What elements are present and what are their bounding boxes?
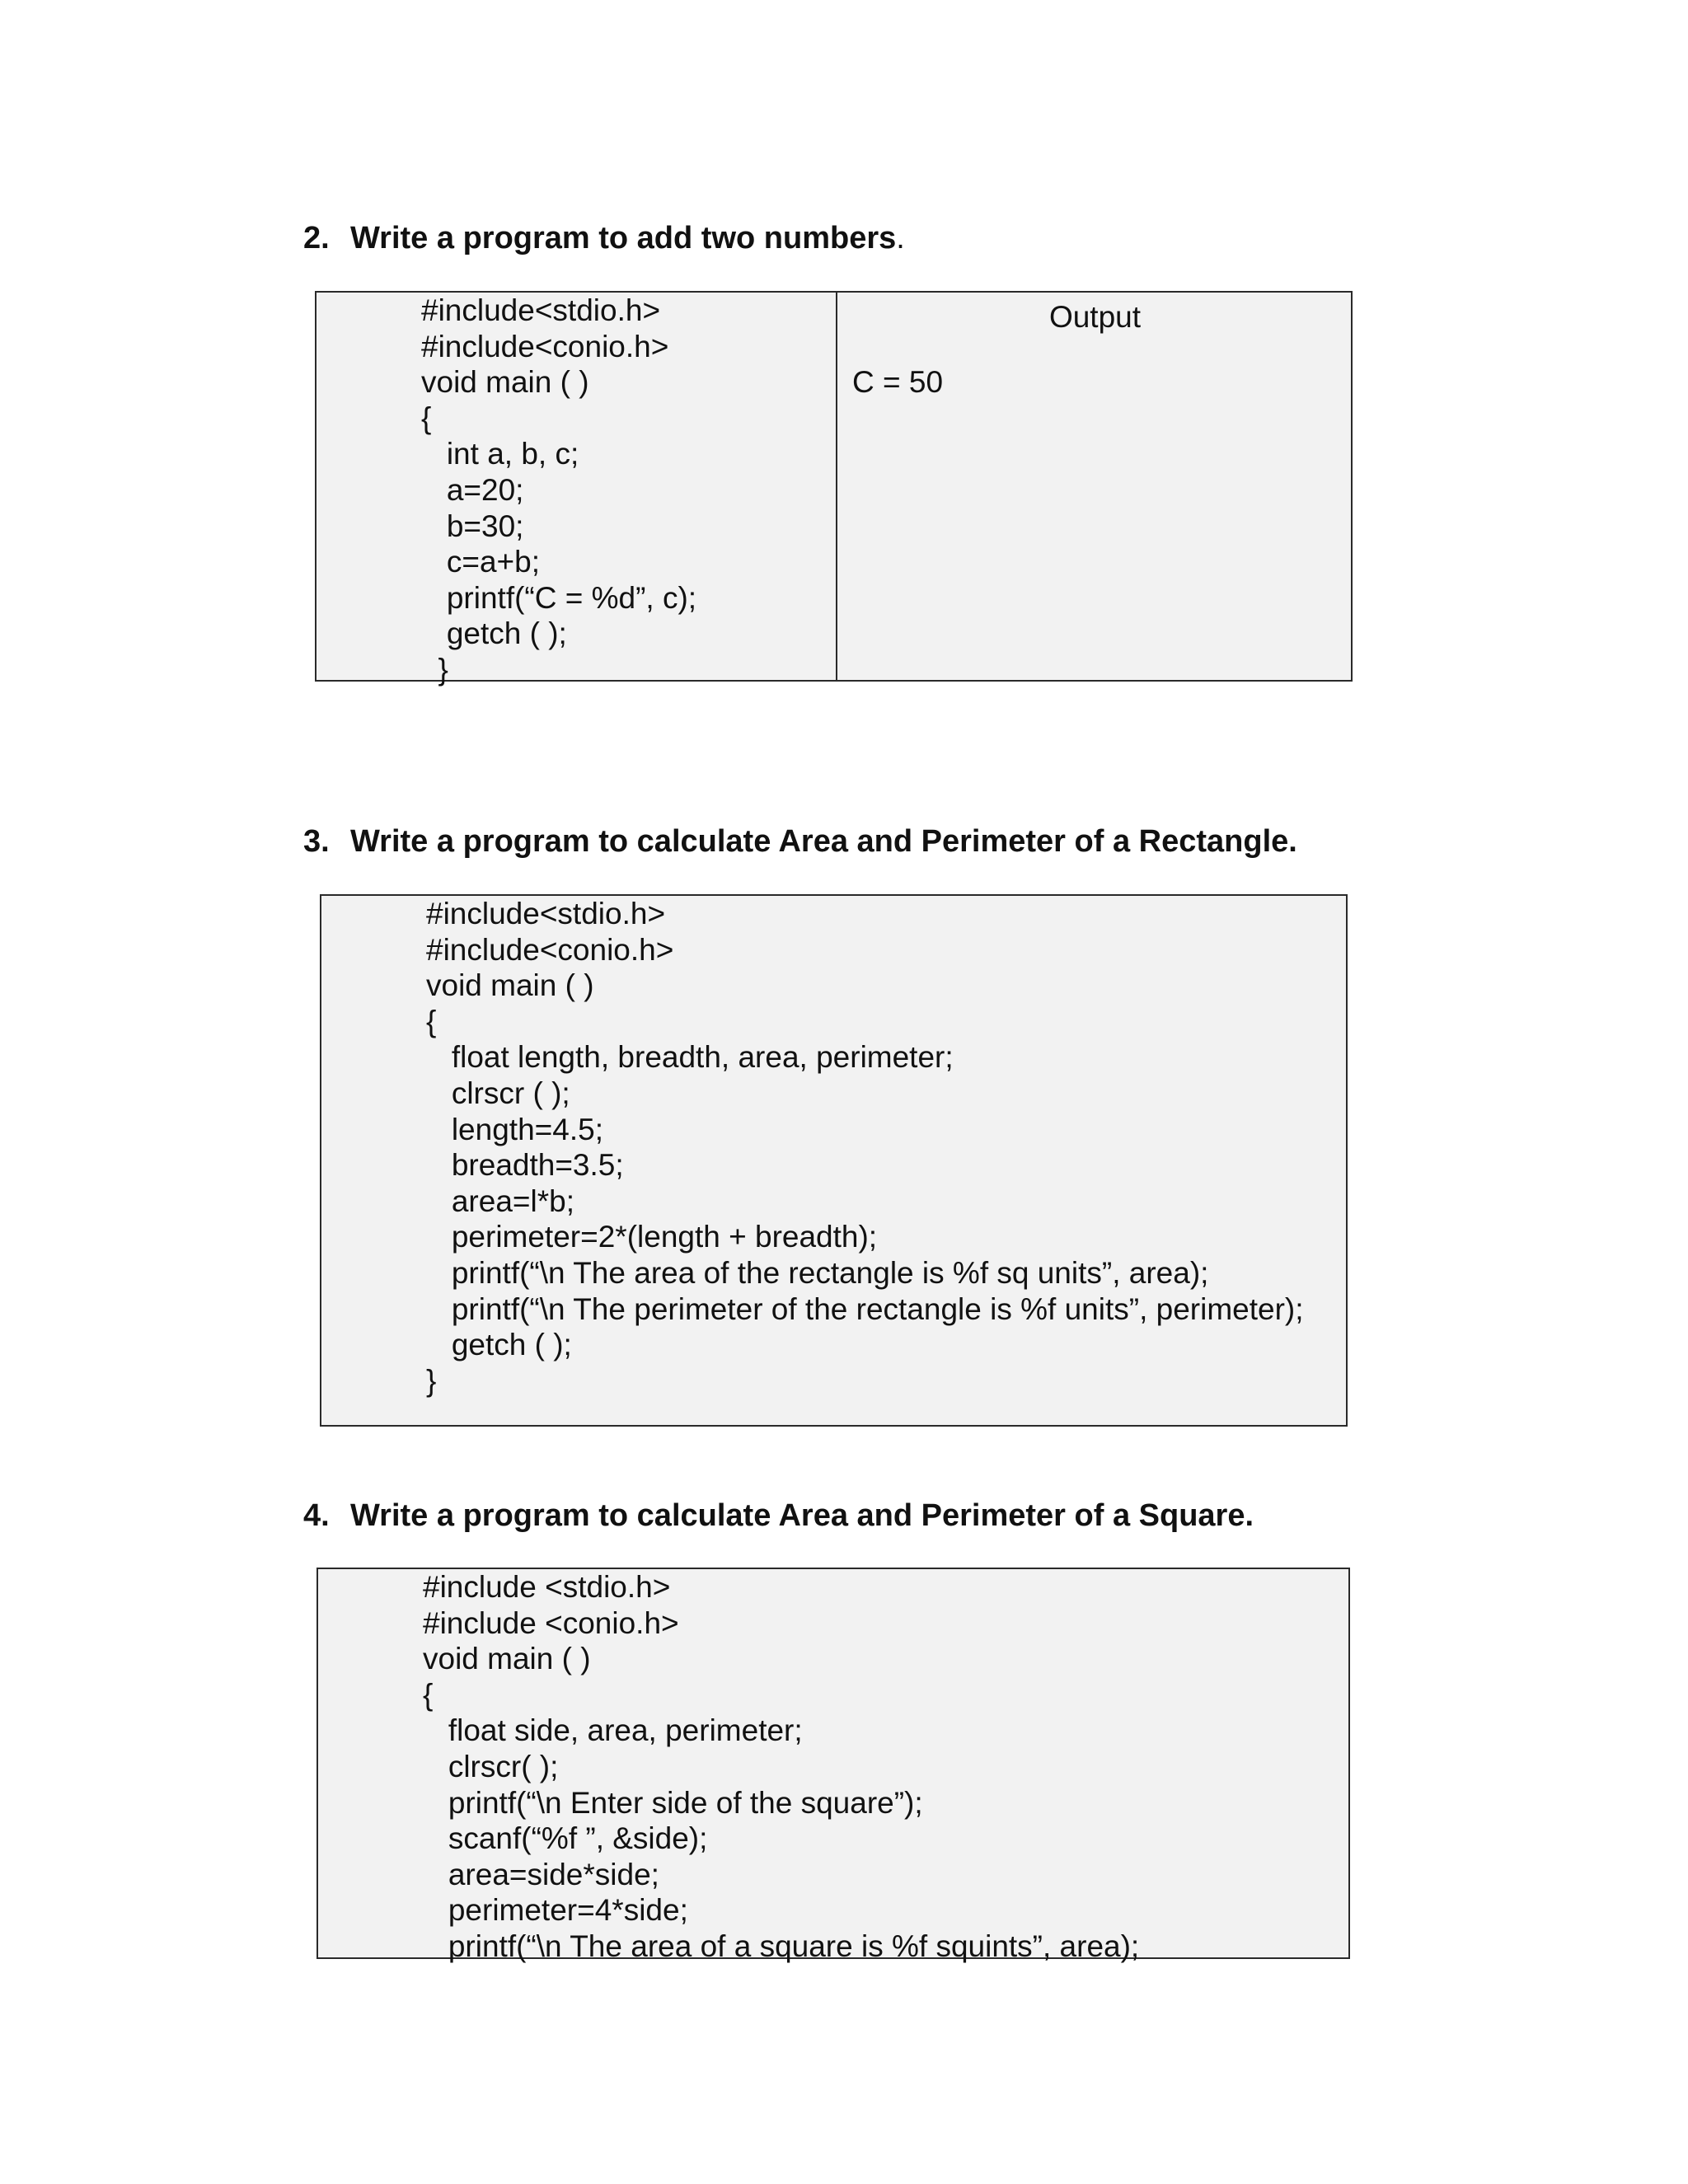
section-4-title: Write a program to calculate Area and Perimeter of a Square. <box>350 1498 1254 1533</box>
section-3-number: 3. <box>303 824 330 859</box>
output-column-divider <box>836 293 837 680</box>
section-4-code-box <box>316 1568 1350 1963</box>
section-2-heading <box>303 218 905 258</box>
section-2-title-suffix: . <box>896 221 905 255</box>
section-3-heading <box>303 822 1297 861</box>
section-3-title: Write a program to calculate Area and Perimeter of a Rectangle. <box>350 824 1297 859</box>
section-2-code-table <box>315 291 1353 687</box>
section-2-number: 2. <box>303 221 330 255</box>
section-4-number: 4. <box>303 1498 330 1533</box>
section-3-code: #include<stdio.h> #include<conio.h> void main ( ) { float length, breadth, area, perimeter; clrscr ( ); length=4.5; breadth=3.5; area=l*b; perimeter=2*(length + breadth); printf(“\n The area of the rectangle is %f sq units”, area); printf(“\n The perimeter of the rectangle is %f units”, perimeter); getch ( ); } <box>426 897 1304 1398</box>
output-value: C = 50 <box>852 365 944 399</box>
section-4-heading <box>303 1496 1254 1535</box>
section-4-code: #include <stdio.h> #include <conio.h> void main ( ) { float side, area, perimeter; clrscr( ); printf(“\n Enter side of the square”); scanf(“%f ”, &side); area=side*side; perimeter=4*side; printf(“\n The area of a square is %f squints”, area); <box>423 1570 1140 1963</box>
section-3-code-box <box>320 894 1348 1427</box>
section-2-code: #include<stdio.h> #include<conio.h> void main ( ) { int a, b, c; a=20; b=30; c=a+b; printf(“C = %d”, c); getch ( ); } <box>421 293 697 687</box>
output-header: Output <box>1048 300 1142 334</box>
section-2-title: Write a program to add two numbers <box>350 221 897 255</box>
